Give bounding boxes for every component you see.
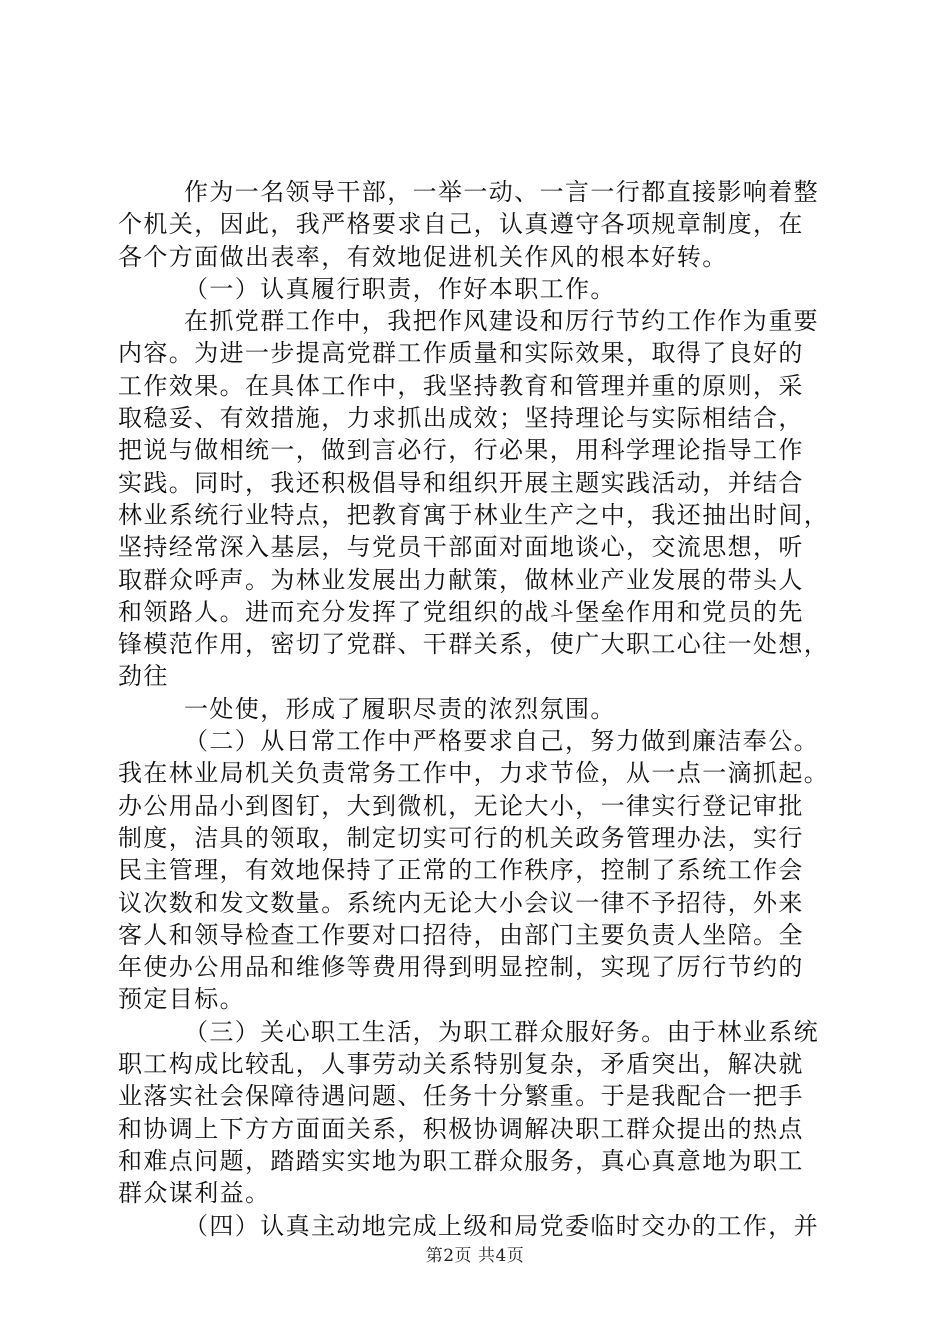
paragraph-2-line-5: 把说与做相统一，做到言必行，行必果，用科学理论指导工作: [118, 436, 804, 465]
paragraph-5-line-5: 群众谋利益。: [118, 1179, 271, 1208]
paragraph-1-line-2: 个机关，因此，我严格要求自己，认真遵守各项规章制度，在: [118, 210, 804, 239]
paragraph-5-line-3: 和协调上下方方面面关系，积极协调解决职工群众提出的热点: [118, 1114, 804, 1143]
paragraph-2-line-9: 取群众呼声。为林业发展出力献策，做林业产业发展的带头人: [118, 565, 804, 594]
section-heading-3: （三）关心职工生活，为职工群众服好务。由于林业系统: [184, 1017, 819, 1046]
paragraph-2-line-8: 坚持经常深入基层，与党员干部面对面地谈心，交流思想，听: [118, 533, 804, 562]
paragraph-4-line-1: 我在林业局机关负责常务工作中，力求节俭，从一点一滴抓起。: [118, 759, 830, 788]
paragraph-4-line-5: 议次数和发文数量。系统内无论大小会议一律不予招待，外来: [118, 888, 804, 917]
paragraph-2-line-1: 在抓党群工作中，我把作风建设和厉行节约工作作为重要: [184, 307, 819, 336]
paragraph-5-line-1: 职工构成比较乱，人事劳动关系特别复杂，矛盾突出，解决就: [118, 1050, 804, 1079]
paragraph-2-line-12: 劲往: [118, 662, 169, 691]
paragraph-4-line-2: 办公用品小到图钉，大到微机，无论大小，一律实行登记审批: [118, 791, 804, 820]
paragraph-4-line-8: 预定目标。: [118, 985, 245, 1014]
paragraph-4-line-7: 年使办公用品和维修等费用得到明显控制，实现了厉行节约的: [118, 953, 804, 982]
paragraph-4-line-4: 民主管理，有效地保持了正常的工作秩序，控制了系统工作会: [118, 856, 804, 885]
paragraph-2-line-11: 锋模范作用，密切了党群、干群关系，使广大职工心往一处想，: [118, 630, 830, 659]
paragraph-2-line-2: 内容。为进一步提高党群工作质量和实际效果，取得了良好的: [118, 339, 804, 368]
paragraph-2-line-7: 林业系统行业特点，把教育寓于林业生产之中，我还抽出时间，: [118, 500, 830, 529]
paragraph-2-line-6: 实践。同时，我还积极倡导和组织开展主题实践活动，并结合: [118, 468, 804, 497]
document-body: [118, 176, 832, 1242]
paragraph-1-line-3: 各个方面做出表率，有效地促进机关作风的根本好转。: [118, 242, 728, 271]
paragraph-2-line-10: 和领路人。进而充分发挥了党组织的战斗堡垒作用和党员的先: [118, 597, 804, 626]
paragraph-2-line-3: 工作效果。在具体工作中，我坚持教育和管理并重的原则，采: [118, 371, 804, 400]
paragraph-4-line-6: 客人和领导检查工作要对口招待，由部门主要负责人坐陪。全: [118, 920, 804, 949]
page-footer: 第2页 共4页: [425, 1246, 525, 1266]
paragraph-5-line-4: 和难点问题，踏踏实实地为职工群众服务，真心真意地为职工: [118, 1146, 804, 1175]
paragraph-5-line-2: 业落实社会保障待遇问题、任务十分繁重。于是我配合一把手: [118, 1082, 804, 1111]
section-heading-2: （二）从日常工作中严格要求自己，努力做到廉洁奉公。: [184, 727, 819, 756]
paragraph-4-line-3: 制度，洁具的领取，制定切实可行的机关政务管理办法，实行: [118, 823, 804, 852]
section-heading-1: （一）认真履行职责，作好本职工作。: [184, 274, 616, 303]
paragraph-1-line-1: 作为一名领导干部，一举一动、一言一行都直接影响着整: [184, 178, 819, 206]
paragraph-3-line-1: 一处使，形成了履职尽责的浓烈氛围。: [184, 694, 616, 723]
section-heading-4: （四）认真主动地完成上级和局党委临时交办的工作，并: [184, 1211, 819, 1240]
paragraph-2-line-4: 取稳妥、有效措施，力求抓出成效；坚持理论与实际相结合，: [118, 404, 804, 433]
